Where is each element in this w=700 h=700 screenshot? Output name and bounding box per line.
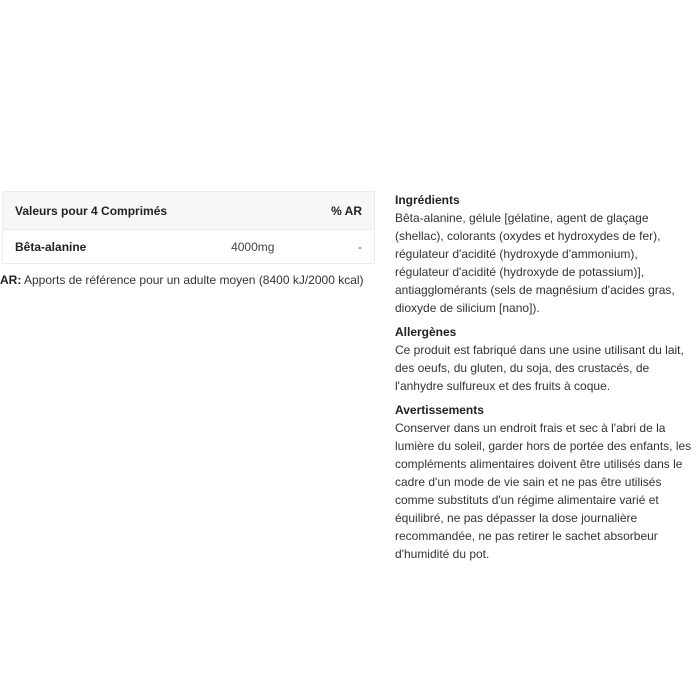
nutrition-panel [2, 191, 375, 287]
warnings-body: Conserver dans un endroit frais et sec à l'abri de la lumière du soleil, garder hors de portée des enfants, les compléments alimentaires doivent être utilisés dans le cadre d'un mode de vie sain et ne pas être utilisés comme substituts d'un régime alimentaire varié et équilibré, ne pas dépasser la dose journalière recommandée, ne pas retirer le sachet absorbeur d'humidité du pot. [395, 421, 692, 561]
nutrition-table-header [3, 192, 375, 230]
warnings-section [395, 401, 695, 563]
reference-note [0, 273, 375, 287]
nutrient-amount: 4000mg [231, 230, 303, 264]
table-row [3, 230, 375, 264]
header-pct: % AR [303, 192, 375, 230]
reference-note-abbr: AR: [0, 273, 22, 287]
product-details [395, 191, 695, 569]
reference-note-text: Apports de référence pour un adulte moyen (8400 kJ/2000 kcal) [21, 273, 364, 287]
nutrient-pct: - [303, 230, 375, 264]
ingredients-body: Bêta-alanine, gélule [gélatine, agent de glaçage (shellac), colorants (oxydes et hydroxydes de fer), régulateur d'acidité (hydroxyde d'ammonium), régulateur d'acidité (hydroxyde de potassium)], antiagglomérants (sels de magnésium d'acides gras, dioxyde de silicium [nano]). [395, 211, 675, 315]
ingredients-section [395, 191, 695, 317]
header-amount [231, 192, 303, 230]
nutrient-name: Bêta-alanine [3, 230, 232, 264]
allergens-section [395, 323, 695, 395]
ingredients-title: Ingrédients [395, 193, 460, 207]
allergens-body: Ce produit est fabriqué dans une usine utilisant du lait, des oeufs, du gluten, du soja, des crustacés, de l'anhydre sulfureux et des fruits à coque. [395, 343, 684, 393]
warnings-title: Avertissements [395, 403, 484, 417]
allergens-title: Allergènes [395, 325, 457, 339]
nutrition-table [2, 191, 375, 264]
header-label: Valeurs pour 4 Comprimés [3, 192, 232, 230]
